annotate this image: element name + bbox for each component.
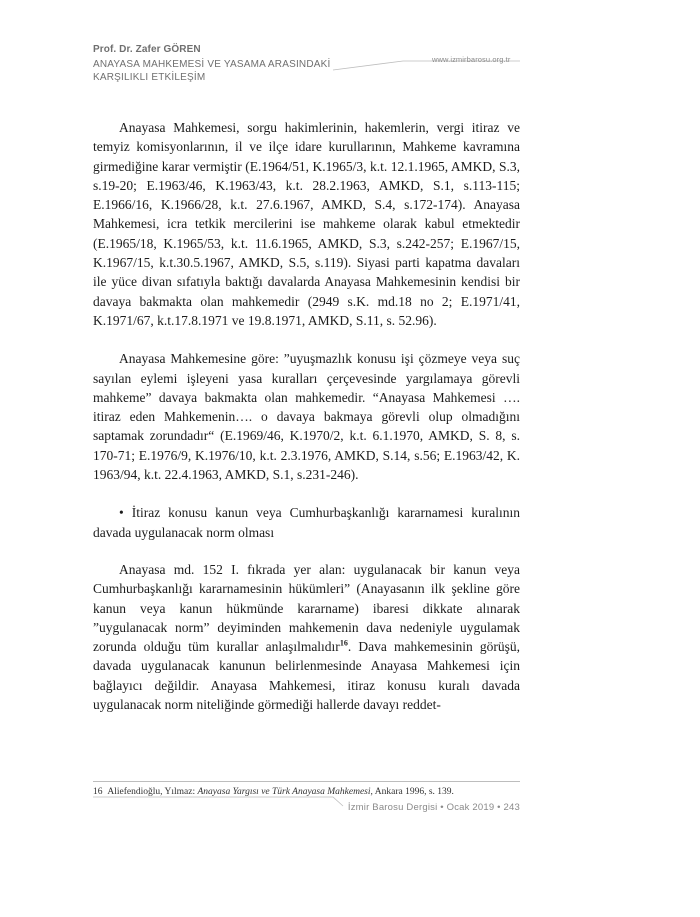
footnote-author: Aliefendioğlu, Yılmaz: [107,787,196,797]
footnote-rest: , Ankara 1996, s. 139. [370,787,454,797]
bullet-paragraph [93,503,520,542]
paragraph-4-cont: . Dava mahkemesinin görüşü, davada uygulanacak kanunun belirlenmesinde Anayasa Mahkemesi için bağlayıcı değildir. Anayasa Mahkemesi, itiraz konusu kuralı davada uygulanacak norm niteliğinde görmediği hallerde davayı reddet- [93,639,520,713]
paragraph-2: Anayasa Mahkemesine göre: ”uyuşmazlık konusu işi çözmeye veya suç sayılan eylemi işleyeni yasa kuralları çerçevesinde yargılamaya görevli mahkeme” davaya bakmakta olan mahkemedir. “Anayasa Mahkemesi …. itiraz eden Mahkemenin…. o davaya bakmaya görevli olup olmadığını saptamak zorundadır“ (E.1969/46, K.1970/2, k.t. 6.1.1970, AMKD, S. 8, s. 170-71; E.1976/9, K.1976/10, k.t. 2.3.1976, AMKD, S.14, s.56; E.1963/42, K. 1963/94, k.t. 22.4.1963, AMKD, S.1, s.231-246). [93,351,520,483]
bullet-text: İtiraz konusu kanun veya Cumhurbaşkanlığı kararnamesi kuralının davada uygulanacak norm olması [93,505,520,540]
header-author: Prof. Dr. Zafer GÖREN [93,44,201,55]
footer-journal-info: İzmir Barosu Dergisi • Ocak 2019 • 243 [347,802,520,813]
paragraph-4 [93,560,520,714]
header-url[interactable]: www.izmirbarosu.org.tr [432,55,511,64]
footnote-work: Anayasa Yargısı ve Türk Anayasa Mahkemesi [197,787,371,797]
bullet-icon: • [119,505,124,521]
footnote-divider [93,781,520,782]
footnote-number: 16 [93,787,103,797]
paragraph-4-text: Anayasa md. 152 I. fıkrada yer alan: uygulanacak bir kanun veya Cumhurbaşkanlığı kararnamesinin hükümleri” (Anayasanın ilk şekline göre kanun veya kanun hükmünde kararname) ibaresi dikkate alınarak ”uygulanacak norm” deyiminden mahkemenin dava nedeniyle uygulamak zorunda olduğu tüm kurallar anlaşılmalıdır [93,561,520,655]
footnote-ref[interactable]: 16 [339,638,348,648]
header-title-line1: ANAYASA MAHKEMESİ VE YASAMA ARASINDAKİ [93,59,331,70]
body-text [93,118,520,714]
header-title-line2: KARŞILIKLI ETKİLEŞİM [93,72,206,83]
paragraph-1: Anayasa Mahkemesi, sorgu hakimlerinin, hakemlerin, vergi itiraz ve temyiz komisyonlarının, il ve ilçe idare kurullarının, Mahkeme kavramına girmediğine karar vermiştir (E.1964/51, K.1965/3, k.t. 12.1.1965, AMKD, S.3, s.19-20; E.1963/46, K.1963/43, k.t. 28.2.1963, AMKD, S.1, s.113-115; E.1966/16, K.1966/28, k.t. 27.6.1967, AMKD, S.4, s.172-174). Anayasa Mahkemesi, icra tetkik mercilerini ise mahkeme olarak kabul etmektedir (E.1965/18, K.1965/53, k.t. 11.6.1965, AMKD, S.3, s.242-257; E.1967/15, K.1967/15, k.t.30.5.1967, AMKD, S.5, s.119). Siyasi parti kapatma davaları ile yüce divan sıfatıyla baktığı davalarda Anayasa Mahkemesinin kendisi bir davaya bakmakta olan mahkemedir (2949 s.K. md.18 no 2; E.1971/41, K.1971/67, k.t.17.8.1971 ve 19.8.1971, AMKD, S.11, s. 52.96). [93,120,520,328]
